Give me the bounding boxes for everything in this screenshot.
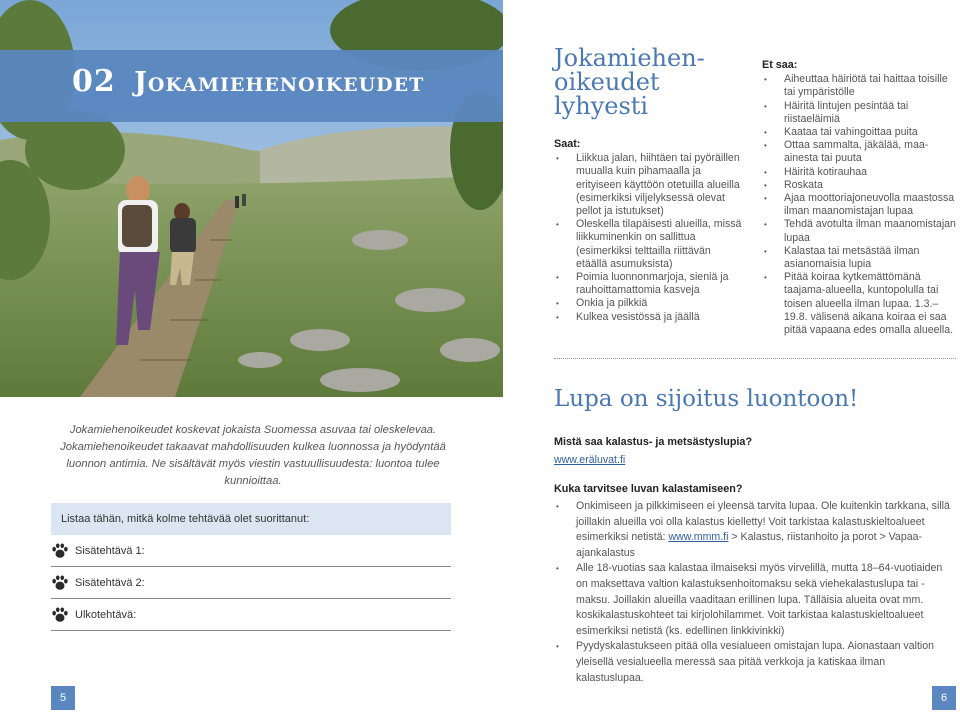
summary-title bbox=[554, 46, 734, 118]
task-label: Ulkotehtävä: bbox=[75, 608, 137, 621]
task-list-header: Listaa tähän, mitkä kolme tehtävää olet suorittanut: bbox=[51, 503, 451, 535]
paw-print-icon bbox=[51, 542, 69, 560]
cannot-heading: Et saa: bbox=[762, 59, 798, 71]
list-item: • Pitää koiraa kytkemättömänä taajama-alueella, kuntopolulla tai toisen alueella ilman lupaa. 1.3.–19.8. välisenä aikana koiraa ei saa pitää vapaana edes omalla alueella. bbox=[762, 271, 956, 337]
paw-print-icon bbox=[51, 606, 69, 624]
eraluvat-link[interactable]: www.eräluvat.fi bbox=[554, 454, 626, 466]
list-item: • Kaataa tai vahingoittaa puita bbox=[762, 126, 956, 139]
permit-where-question: Mistä saa kalastus- ja metsästyslupia? bbox=[554, 436, 753, 448]
can-heading: Saat: bbox=[554, 138, 581, 150]
page-number-right: 6 bbox=[932, 686, 956, 710]
list-item: • Alle 18-vuotias saa kalastaa ilmaiseksi myös virvelillä, mutta 18–64-vuotiaiden on maksettava valtion kalastuksenhoitomaksu sekä viehekalastuslupa tai -maksu. Joillakin alueilla vaaditaan erillinen lupa. Tälläisia alueita ovat mm. koskikalastuskohteet tai kirjolohilammet. Voit tarkistaa kalastuskieltoalueet esimerkiksi netistä (ks. edellinen linkkivinkki) bbox=[554, 561, 954, 639]
list-item-text: > Kalastus, riistanhoito ja porot > Vapaa-ajankalastus bbox=[576, 531, 923, 559]
list-item: • Liikkua jalan, hiihtäen tai pyöräillen muualla kuin pihamaalla ja erityiseen käyttöön otetuilla alueilla (esimerkiksi viljelyksessä olevat pellot ja istutukset) bbox=[554, 152, 742, 218]
summary-title-line: Jokamiehen- bbox=[554, 44, 705, 72]
list-item: • Roskata bbox=[762, 179, 956, 192]
permit-title: Lupa on sijoitus luontoon! bbox=[554, 386, 859, 412]
list-item bbox=[554, 499, 954, 561]
summary-title-line: lyhyesti bbox=[554, 92, 649, 120]
list-item: • Kulkea vesistössä ja jäällä bbox=[554, 311, 742, 324]
list-item: • Aiheuttaa häiriötä tai haittaa toisille tai ympäristölle bbox=[762, 73, 956, 99]
task-row[interactable] bbox=[51, 567, 451, 599]
chapter-name: Jokamiehenoikeudet bbox=[134, 67, 425, 98]
list-item: • Kalastaa tai metsästää ilman asianomaisia lupia bbox=[762, 245, 956, 271]
task-label: Sisätehtävä 1: bbox=[75, 544, 145, 557]
mmm-link[interactable]: www.mmm.fi bbox=[668, 531, 729, 544]
cannot-list bbox=[762, 73, 956, 337]
intro-text: Jokamiehenoikeudet koskevat jokaista Suomessa asuvaa tai oleskelevaa. Jokamiehenoikeudet takaavat mahdollisuuden kulkea luonnossa ja hyödyntää luonnon antimia. Ne sisältävät myös viestin vastuullisuudesta: luontoa tulee kunnioittaa. bbox=[60, 424, 446, 487]
paw-print-icon bbox=[51, 574, 69, 592]
list-item: • Häiritä kotirauhaa bbox=[762, 166, 956, 179]
summary-title-line: oikeudet bbox=[554, 68, 660, 96]
list-item: • Poimia luonnonmarjoja, sieniä ja rauhoittamattomia kasveja bbox=[554, 271, 742, 297]
list-item: • Oleskella tilapäisesti alueilla, missä liikkuminenkin on sallittua (esimerkiksi telttailla riittävän etäällä asumuksista) bbox=[554, 218, 742, 271]
can-column bbox=[554, 138, 742, 324]
list-item: • Tehdä avotulta ilman maanomistajan lupaa bbox=[762, 218, 956, 244]
permit-list bbox=[554, 499, 954, 686]
can-list bbox=[554, 152, 742, 324]
chapter-number: 02 bbox=[72, 64, 116, 99]
list-item-text: Onkimiseen ja pilkkimiseen ei yleensä tarvita lupaa. Ole kuitenkin tarkkana, sillä joillakin alueilla voi olla kalastus kielletty! Voit tarkistaa kalastuskieltoalueet esimerkiksi netistä: bbox=[576, 500, 950, 544]
chapter-title bbox=[72, 64, 424, 99]
task-list-box bbox=[51, 503, 451, 631]
list-item: • Ottaa sammalta, jäkälää, maa-ainesta tai puuta bbox=[762, 139, 956, 165]
task-row[interactable] bbox=[51, 599, 451, 631]
section-divider bbox=[554, 358, 956, 359]
list-item: • Ajaa moottoriajoneuvolla maastossa ilman maanomistajan lupaa bbox=[762, 192, 956, 218]
permit-who-section bbox=[554, 483, 954, 686]
list-item: • Pyydyskalastukseen pitää olla vesialueen omistajan lupa. Aionastaan valtion yleisellä vesialueella meressä saa pitää verkkoja ja katiskaa ilman kalastuslupaa. bbox=[554, 639, 954, 686]
list-item: • Häiritä lintujen pesintää tai riistaeläimiä bbox=[762, 100, 956, 126]
cannot-column bbox=[762, 59, 956, 337]
permit-where-section bbox=[554, 436, 954, 466]
page-number-left: 5 bbox=[51, 686, 75, 710]
permit-who-question: Kuka tarvitsee luvan kalastamiseen? bbox=[554, 483, 743, 495]
list-item: • Onkia ja pilkkiä bbox=[554, 297, 742, 310]
task-row[interactable] bbox=[51, 535, 451, 567]
task-label: Sisätehtävä 2: bbox=[75, 576, 145, 589]
